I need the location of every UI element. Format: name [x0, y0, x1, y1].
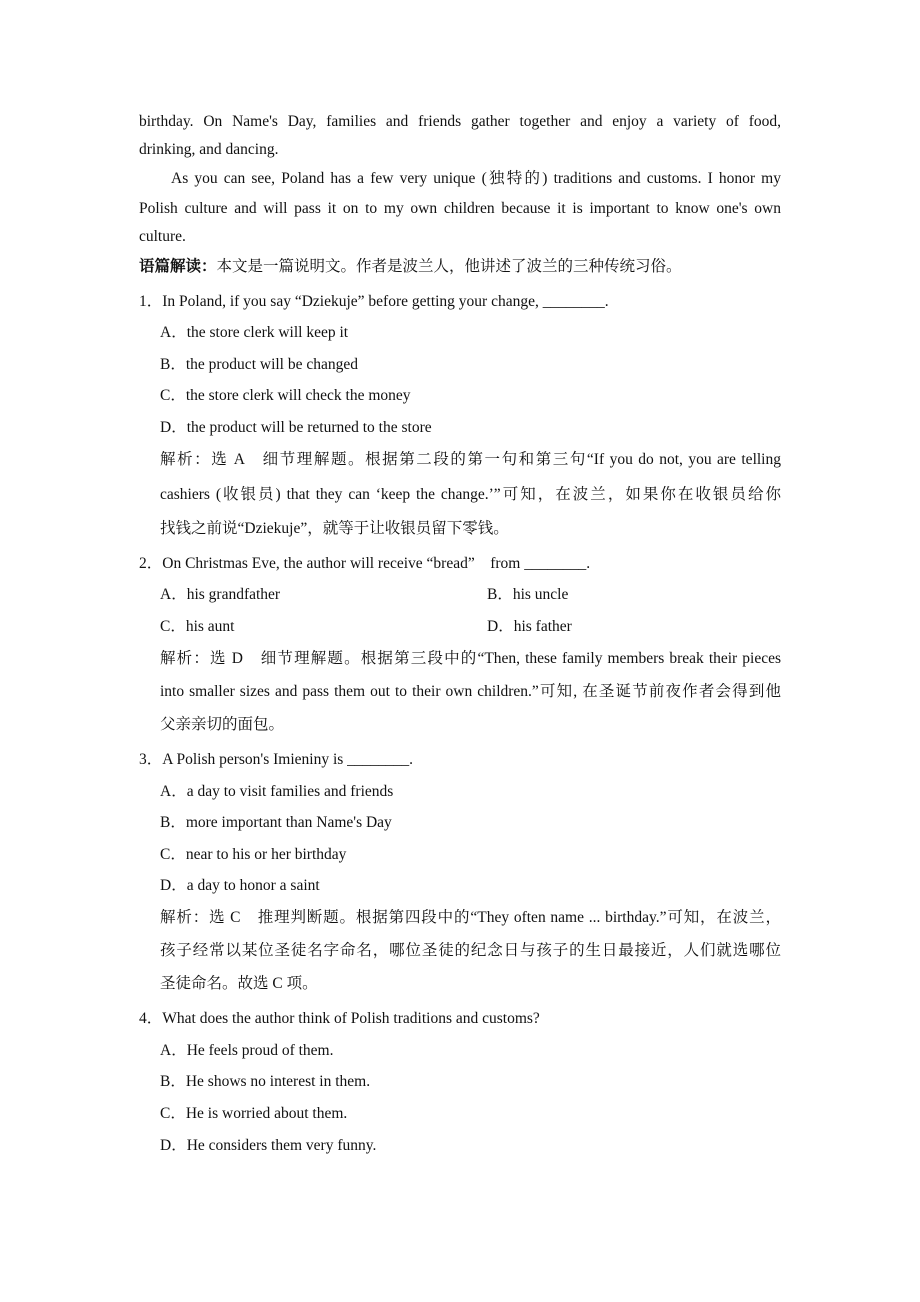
question-1-analysis: cashiers (收银员) that they can ‘keep the change.’”可知，在波兰，如果你在收银员给你 — [160, 486, 781, 503]
passage-line: Polish culture and will pass it on to my own children because it is important to know one's own — [139, 200, 781, 217]
question-3-analysis: 孩子经常以某位圣徒名字命名，哪位圣徒的纪念日与孩子的生日最接近，人们就选哪位 — [160, 942, 781, 959]
question-2-stem: 2．On Christmas Eve, the author will receive “bread” from ________. — [139, 555, 591, 572]
summary-label: 语篇解读： — [139, 258, 217, 275]
question-1-option-a: A．the store clerk will keep it — [160, 324, 349, 341]
question-1-option-c: C．the store clerk will check the money — [160, 387, 411, 404]
question-4-stem: 4．What does the author think of Polish traditions and customs? — [139, 1010, 540, 1027]
passage-line: As you can see, Poland has a few very unique (独特的) traditions and customs. I honor my — [171, 170, 781, 187]
question-2-analysis: 解析：选 D 细节理解题。根据第三段中的“Then, these family members break their pieces — [160, 650, 781, 667]
question-3-stem: 3．A Polish person's Imieniny is ________. — [139, 751, 414, 768]
question-1-analysis: 找钱之前说“Dziekuje”，就等于让收银员留下零钱。 — [160, 520, 509, 537]
question-1-option-d: D．the product will be returned to the store — [160, 419, 432, 436]
question-4-option-c: C．He is worried about them. — [160, 1105, 348, 1122]
question-2-option-c: C．his aunt — [160, 618, 235, 635]
question-4-option-d: D．He considers them very funny. — [160, 1137, 377, 1154]
question-2-option-b: B．his uncle — [487, 586, 569, 603]
question-3-option-d: D．a day to honor a saint — [160, 877, 320, 894]
question-2-option-a: A．his grandfather — [160, 586, 281, 603]
question-3-option-c: C．near to his or her birthday — [160, 846, 347, 863]
question-2-option-d: D．his father — [487, 618, 572, 635]
summary-text: 本文是一篇说明文。作者是波兰人，他讲述了波兰的三种传统习俗。 — [216, 258, 682, 275]
passage-line: drinking, and dancing. — [139, 141, 279, 158]
question-1-option-b: B．the product will be changed — [160, 356, 359, 373]
question-2-analysis: into smaller sizes and pass them out to their own children.”可知, 在圣诞节前夜作者会得到他 — [160, 683, 781, 700]
question-1-stem: 1．In Poland, if you say “Dziekuje” before getting your change, ________. — [139, 293, 609, 310]
question-2-analysis: 父亲亲切的面包。 — [160, 716, 285, 733]
question-3-analysis: 解析：选 C 推理判断题。根据第四段中的“They often name ... birthday.”可知，在波兰， — [160, 909, 781, 926]
passage-line: birthday. On Name's Day, families and friends gather together and enjoy a variety of food, — [139, 113, 781, 130]
passage-summary — [139, 257, 682, 277]
question-1-analysis: 解析：选 A 细节理解题。根据第二段的第一句和第三句“If you do not, you are telling — [160, 451, 781, 468]
question-3-analysis: 圣徒命名。故选 C 项。 — [160, 975, 318, 992]
question-4-option-b: B．He shows no interest in them. — [160, 1073, 371, 1090]
passage-line: culture. — [139, 228, 186, 245]
question-3-option-b: B．more important than Name's Day — [160, 814, 392, 831]
question-3-option-a: A．a day to visit families and friends — [160, 783, 394, 800]
question-4-option-a: A．He feels proud of them. — [160, 1042, 334, 1059]
